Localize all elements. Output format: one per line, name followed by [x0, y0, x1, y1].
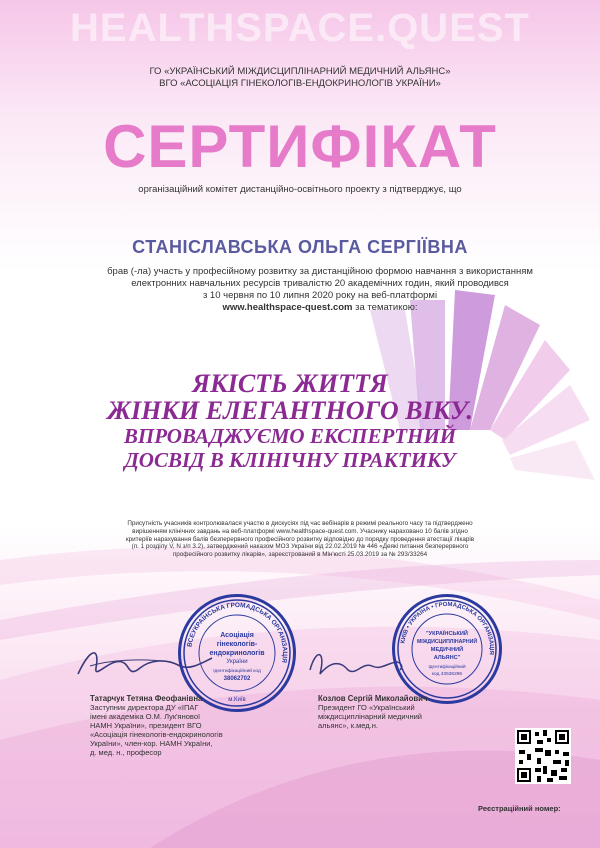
stamp-right	[392, 594, 502, 704]
stamp-right-code: код 43536296	[431, 672, 463, 677]
participation-text	[70, 266, 570, 314]
participation-line-1: брав (-ла) участь у професійному розвитку за дистанційною формою навчання з використанням	[107, 266, 533, 277]
signatory-right	[318, 694, 498, 730]
course-title	[60, 370, 520, 472]
signatory-left-line-5: України», член-кор. НАМН України,	[90, 739, 213, 748]
website-link[interactable]: www.healthspace-quest.com	[222, 302, 353, 313]
stamp-right-inner-4: АЛЬЯНС"	[433, 655, 461, 661]
organizer-2: ВГО «АСОЦІАЦІЯ ГІНЕКОЛОГІВ-ЕНДОКРИНОЛОГІВ УКРАЇНИ»	[159, 78, 441, 89]
stamp-left-outer: ВСЕУКРАЇНСЬКА ГРОМАДСЬКА ОРГАНІЗАЦІЯ	[186, 601, 289, 664]
signatory-right-line-3: альянс», к.мед.н.	[318, 721, 378, 730]
signatory-left-line-4: «Асоціація гінекологів-ендокринологів	[90, 730, 223, 739]
stamp-left-city: м.Київ	[228, 697, 246, 703]
attendance-notes	[90, 520, 510, 559]
participation-line-4	[70, 302, 570, 314]
signatory-left-name: Татарчук Тетяна Феофанівна	[90, 694, 203, 703]
organizer-1: ГО «УКРАЇНСЬКИЙ МІЖДИСЦИПЛІНАРНИЙ МЕДИЧНИЙ АЛЬЯНС»	[149, 66, 451, 77]
notes-line-4: (п. 1 розділу V, N з/п 3.2), затверджений наказом МОЗ України від 22.02.2019 № 446 «Деякі питання безперервного	[131, 543, 469, 551]
stamp-right-code-label: Ідентифікаційний	[428, 664, 466, 669]
course-title-line-4: ДОСВІД В КЛІНІЧНУ ПРАКТИКУ	[124, 448, 456, 472]
topic-suffix: за тематикою:	[352, 302, 418, 313]
intro-text: організаційний комітет дистанційно-освітнього проекту з підтверджує, що	[138, 184, 462, 195]
signatory-left-line-3: НАМН України», президент ВГО	[90, 721, 202, 730]
notes-line-5: професійного розвитку лікарів», зареєстрований в Мін'юсті 25.03.2019 за № 293/33264	[172, 551, 428, 559]
watermark: HEALTHSPACE.QUEST	[70, 6, 530, 50]
stamp-right-outer: КИЇВ • УКРАЇНА • ГРОМАДСЬКА ОРГАНІЗАЦІЯ	[400, 601, 495, 656]
signatory-right-line-2: міждисциплінарний медичний	[318, 712, 422, 721]
signatory-left-line-6: д. мед. н., професор	[90, 748, 162, 757]
stamp-left-code: 38062702	[223, 676, 251, 682]
recipient-name: СТАНІСЛАВСЬКА ОЛЬГА СЕРГІЇВНА	[132, 237, 468, 257]
signatory-left	[90, 694, 310, 757]
certificate-title: СЕРТИФІКАТ	[103, 113, 497, 180]
registration-number-label: Реєстраційний номер:	[478, 804, 561, 813]
participation-line-2: електронних навчальних ресурсів тривалістю 20 академічних годин, який проводився	[131, 278, 509, 289]
course-title-line-2: ЖІНКИ ЕЛЕГАНТНОГО ВІКУ.	[107, 396, 473, 425]
course-title-line-3: ВПРОВАДЖУЄМО ЕКСПЕРТНИЙ	[123, 424, 457, 448]
qr-code	[515, 728, 571, 784]
stamp-left-inner-2: гінекологів-	[216, 641, 258, 648]
stamp-left-inner-1: Асоціація	[220, 632, 254, 639]
stamp-right-inner-2: МІЖДИСЦИПЛІНАРНИЙ	[416, 639, 478, 645]
stamp-right-inner-1: "УКРАЇНСЬКИЙ	[426, 631, 468, 637]
notes-line-1: Присутність учасників контролювалася участю в дискусіях під час вебінарів в режимі реального часу та підтверджено	[127, 520, 473, 527]
notes-line-2: вирішенням клінічних завдань на веб-платформі www.healthspace-quest.com. Учаснику нараховано 10 балів згідно	[132, 527, 468, 535]
signatory-right-line-1: Президент ГО «Український	[318, 703, 415, 712]
stamp-right-inner-3: МЕДИЧНИЙ	[430, 647, 464, 653]
stamp-left-inner-3: ендокринологів	[209, 650, 265, 657]
course-title-line-1: ЯКІСТЬ ЖИТТЯ	[192, 369, 388, 398]
stamp-left-code-label: Ідентифікаційний код	[213, 669, 261, 674]
stamp-left-inner-4: України	[226, 659, 248, 665]
participation-line-3: з 10 червня по 10 липня 2020 року на веб-платформі	[202, 290, 438, 301]
notes-line-3: критеріїв нарахування балів безперервного професійного розвитку відповідно до порядку проведення атестації лікарів	[125, 535, 475, 543]
signatory-left-line-2: імені академіка О.М. Лук'янової	[90, 712, 201, 721]
signatory-left-line-1: Заступник директора ДУ «ІПАГ	[90, 703, 199, 712]
signatory-right-name: Козлов Сергій Миколайович	[318, 694, 428, 703]
